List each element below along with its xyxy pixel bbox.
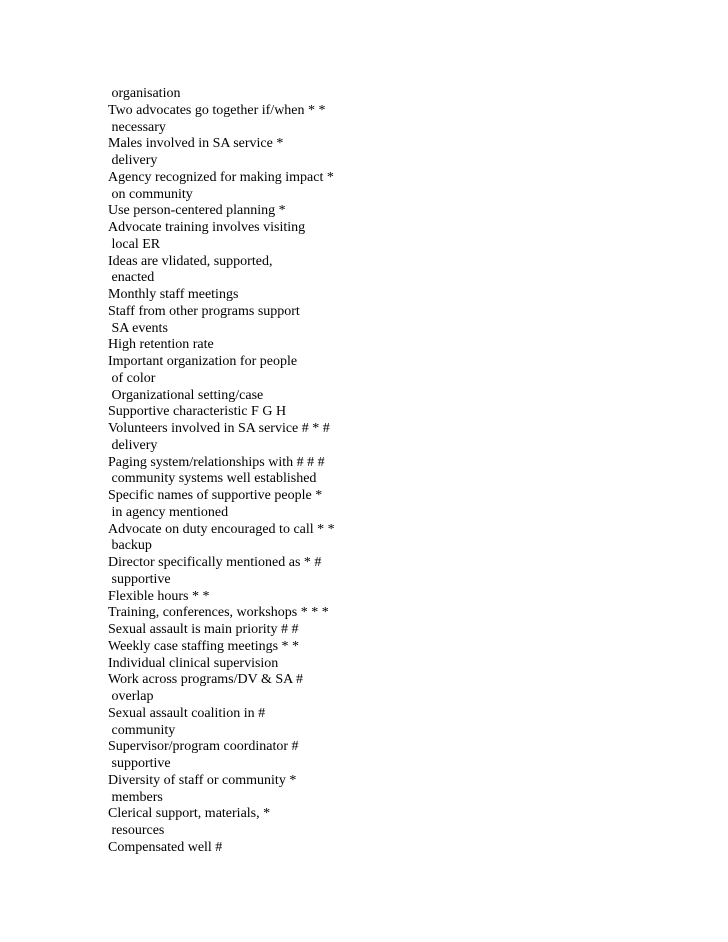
text-line: local ER xyxy=(108,236,161,252)
text-line: Specific names of supportive people * xyxy=(108,488,323,503)
text-line: Ideas are vlidated, supported, xyxy=(108,253,273,269)
text-line: Diversity of staff or community * xyxy=(108,772,297,788)
text-line: Monthly staff meetings xyxy=(108,287,239,302)
text-line: Advocate training involves visiting xyxy=(108,220,306,235)
text-line: SA events xyxy=(108,320,168,336)
text-line: Two advocates go together if/when * * xyxy=(108,102,326,118)
text-line: community systems well established xyxy=(108,471,317,487)
document-text-block xyxy=(108,86,588,857)
text-line: supportive xyxy=(108,571,171,587)
text-line: Compensated well # xyxy=(108,839,223,855)
text-line: overlap xyxy=(108,689,154,704)
text-line: High retention rate xyxy=(108,337,214,353)
text-line: supportive xyxy=(108,756,171,771)
text-line: Staff from other programs support xyxy=(108,303,300,319)
text-line: Use person-centered planning * xyxy=(108,203,286,219)
text-line: Paging system/relationships with # # # xyxy=(108,454,325,470)
text-line: Training, conferences, workshops * * * xyxy=(108,605,329,621)
text-line: Volunteers involved in SA service # * # xyxy=(108,421,330,436)
text-line: resources xyxy=(108,823,165,838)
text-line: Director specifically mentioned as * # xyxy=(108,555,322,570)
text-line: Work across programs/DV & SA # xyxy=(108,672,303,688)
text-line: Supervisor/program coordinator # xyxy=(108,739,299,755)
text-line: Sexual assault coalition in # xyxy=(108,705,266,721)
text-line: Supportive characteristic F G H xyxy=(108,404,287,420)
text-line: organisation xyxy=(108,86,181,101)
text-line: of color xyxy=(108,370,156,386)
text-line: Individual clinical supervision xyxy=(108,655,279,671)
text-line: enacted xyxy=(108,270,155,286)
text-line: Clerical support, materials, * xyxy=(108,806,271,822)
text-line: Weekly case staffing meetings * * xyxy=(108,638,300,654)
text-line: necessary xyxy=(108,119,166,135)
text-line: delivery xyxy=(108,437,158,453)
text-line: backup xyxy=(108,538,152,554)
text-line: Advocate on duty encouraged to call * * xyxy=(108,521,335,537)
text-line: Important organization for people xyxy=(108,354,298,369)
text-line: Sexual assault is main priority # # xyxy=(108,622,299,637)
text-line: members xyxy=(108,789,163,805)
text-line: in agency mentioned xyxy=(108,504,229,520)
text-line: Flexible hours * * xyxy=(108,588,210,604)
text-line: Organizational setting/case xyxy=(108,387,264,403)
text-line: on community xyxy=(108,186,193,202)
text-line: delivery xyxy=(108,153,158,168)
text-line: community xyxy=(108,722,176,738)
text-line: Males involved in SA service * xyxy=(108,136,284,152)
text-line: Agency recognized for making impact * xyxy=(108,169,334,185)
